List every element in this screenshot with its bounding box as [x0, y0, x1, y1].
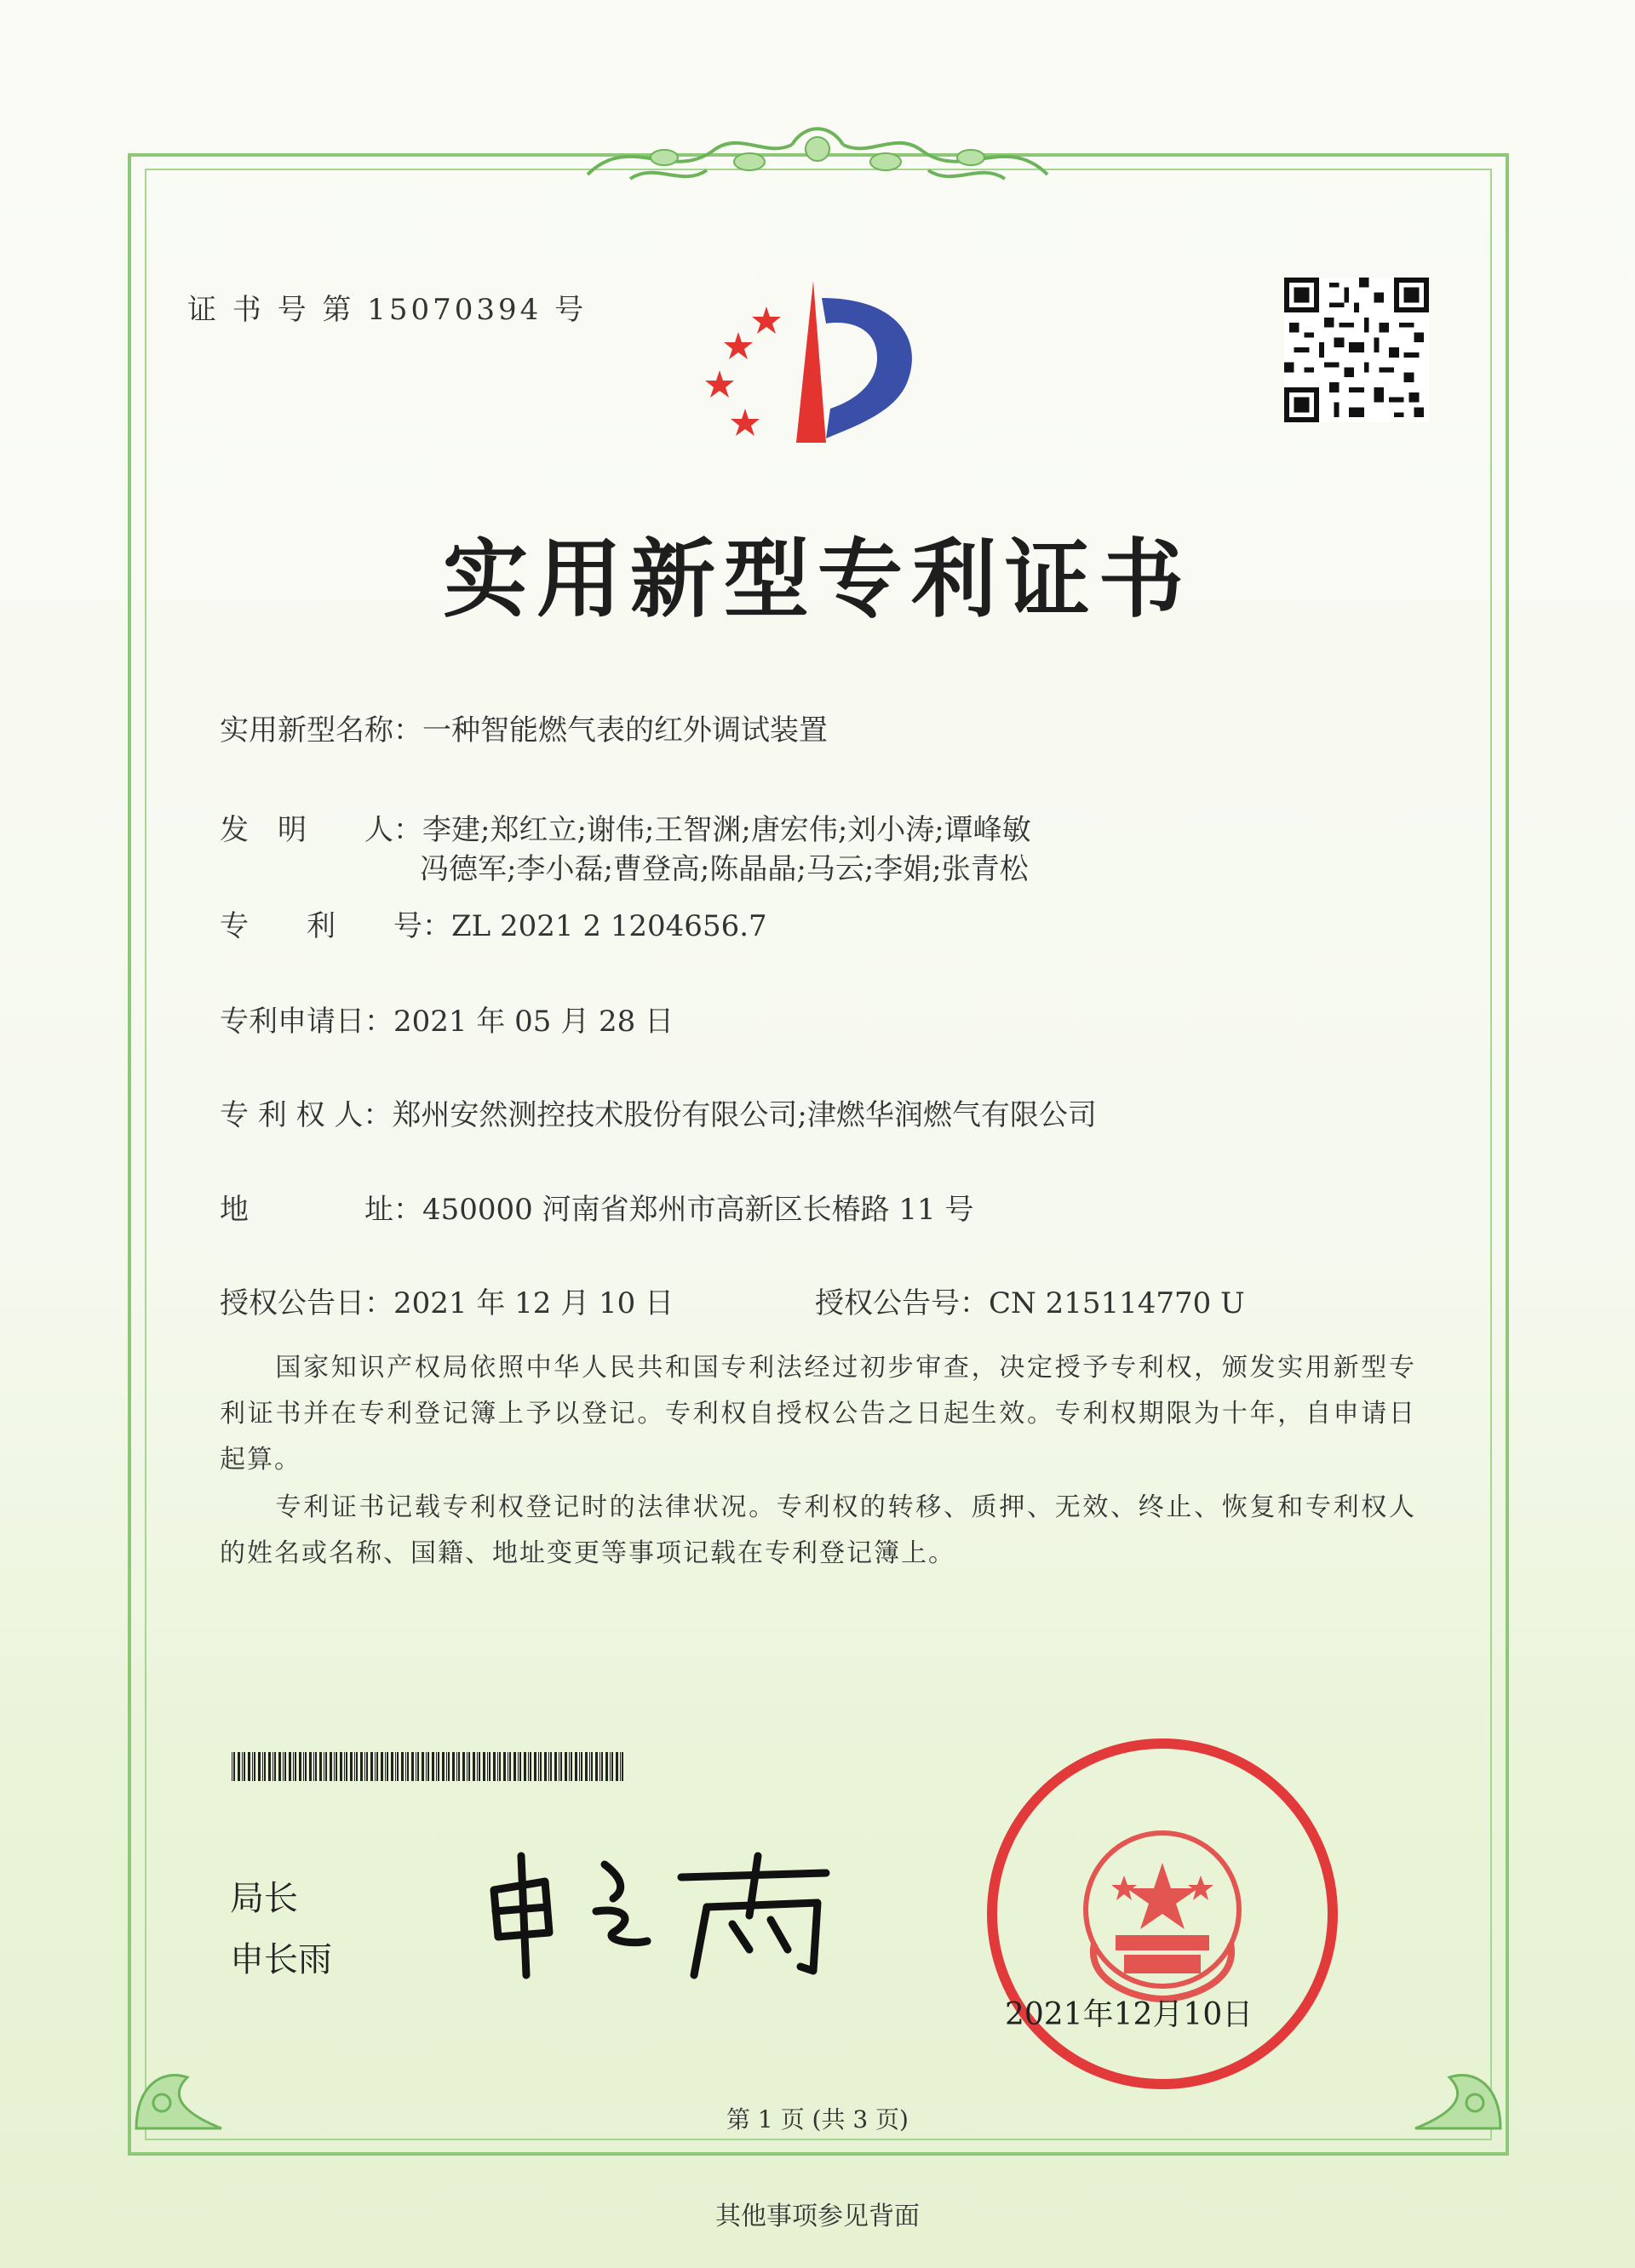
utility-model-name-row	[220, 707, 828, 748]
patent-no-label: 专 利 号：	[220, 909, 451, 943]
name-value: 一种智能燃气表的红外调试装置	[422, 713, 828, 747]
address-value: 450000 河南省郑州市高新区长椿路 11 号	[422, 1193, 974, 1227]
patentee-label: 专 利 权 人：	[220, 1098, 393, 1132]
cnipa-logo	[686, 264, 932, 460]
patentee-value: 郑州安然测控技术股份有限公司;津燃华润燃气有限公司	[392, 1098, 1097, 1132]
patent-no-value: ZL 2021 2 1204656.7	[451, 909, 767, 943]
certificate-number: 证 书 号 第 15070394 号	[187, 293, 588, 327]
grant-no-value: CN 215114770 U	[989, 1286, 1245, 1320]
address-label: 地 址：	[220, 1193, 422, 1227]
official-seal	[967, 1727, 1358, 2101]
inventor-row	[220, 806, 1031, 848]
top-ornament	[579, 115, 1056, 200]
seal-date: 2021年12月10日	[1005, 1997, 1254, 2032]
grant-date-value: 2021 年 12 月 10 日	[393, 1286, 674, 1320]
page-number: 第 1 页 (共 3 页)	[726, 2105, 909, 2133]
name-label: 实用新型名称：	[220, 713, 422, 747]
grant-date-row	[220, 1280, 674, 1321]
grant-number-row	[815, 1280, 1245, 1321]
grant-no-label: 授权公告号：	[815, 1286, 989, 1320]
patentee-row	[220, 1091, 1097, 1133]
handwritten-signature	[477, 1830, 852, 1984]
inventors-line-1: 李建;郑红立;谢伟;王智渊;唐宏伟;刘小涛;谭峰敏	[422, 813, 1031, 847]
filing-date-row	[220, 998, 674, 1040]
footer-note: 其他事项参见背面	[715, 2202, 920, 2231]
barcode	[232, 1752, 628, 1781]
qr-code	[1284, 278, 1429, 422]
legal-status-paragraph: 专利证书记载专利权登记时的法律状况。专利权的转移、质押、无效、终止、恢复和专利权人的姓名或名称、国籍、地址变更等事项记载在专利登记簿上。	[220, 1492, 1416, 1568]
grant-statement-paragraph: 国家知识产权局依照中华人民共和国专利法经过初步审查，决定授予专利权，颁发实用新型专利证书并在专利登记簿上予以登记。专利权自授权公告之日起生效。专利权期限为十年，自申请日起算。	[220, 1353, 1416, 1475]
inventor-label: 发 明 人：	[220, 813, 422, 847]
address-row	[220, 1186, 973, 1228]
inventors-line-2: 冯德军;李小磊;曹登高;陈晶晶;马云;李娟;张青松	[420, 852, 1029, 886]
certificate-title: 实用新型专利证书	[443, 530, 1192, 629]
patent-number-row	[220, 902, 767, 944]
filing-date-label: 专利申请日：	[220, 1005, 393, 1039]
grant-date-label: 授权公告日：	[220, 1286, 393, 1320]
signatory-title: 局长	[230, 1879, 298, 1918]
signatory-name: 申长雨	[230, 1940, 332, 1979]
filing-date-value: 2021 年 05 月 28 日	[393, 1005, 674, 1039]
